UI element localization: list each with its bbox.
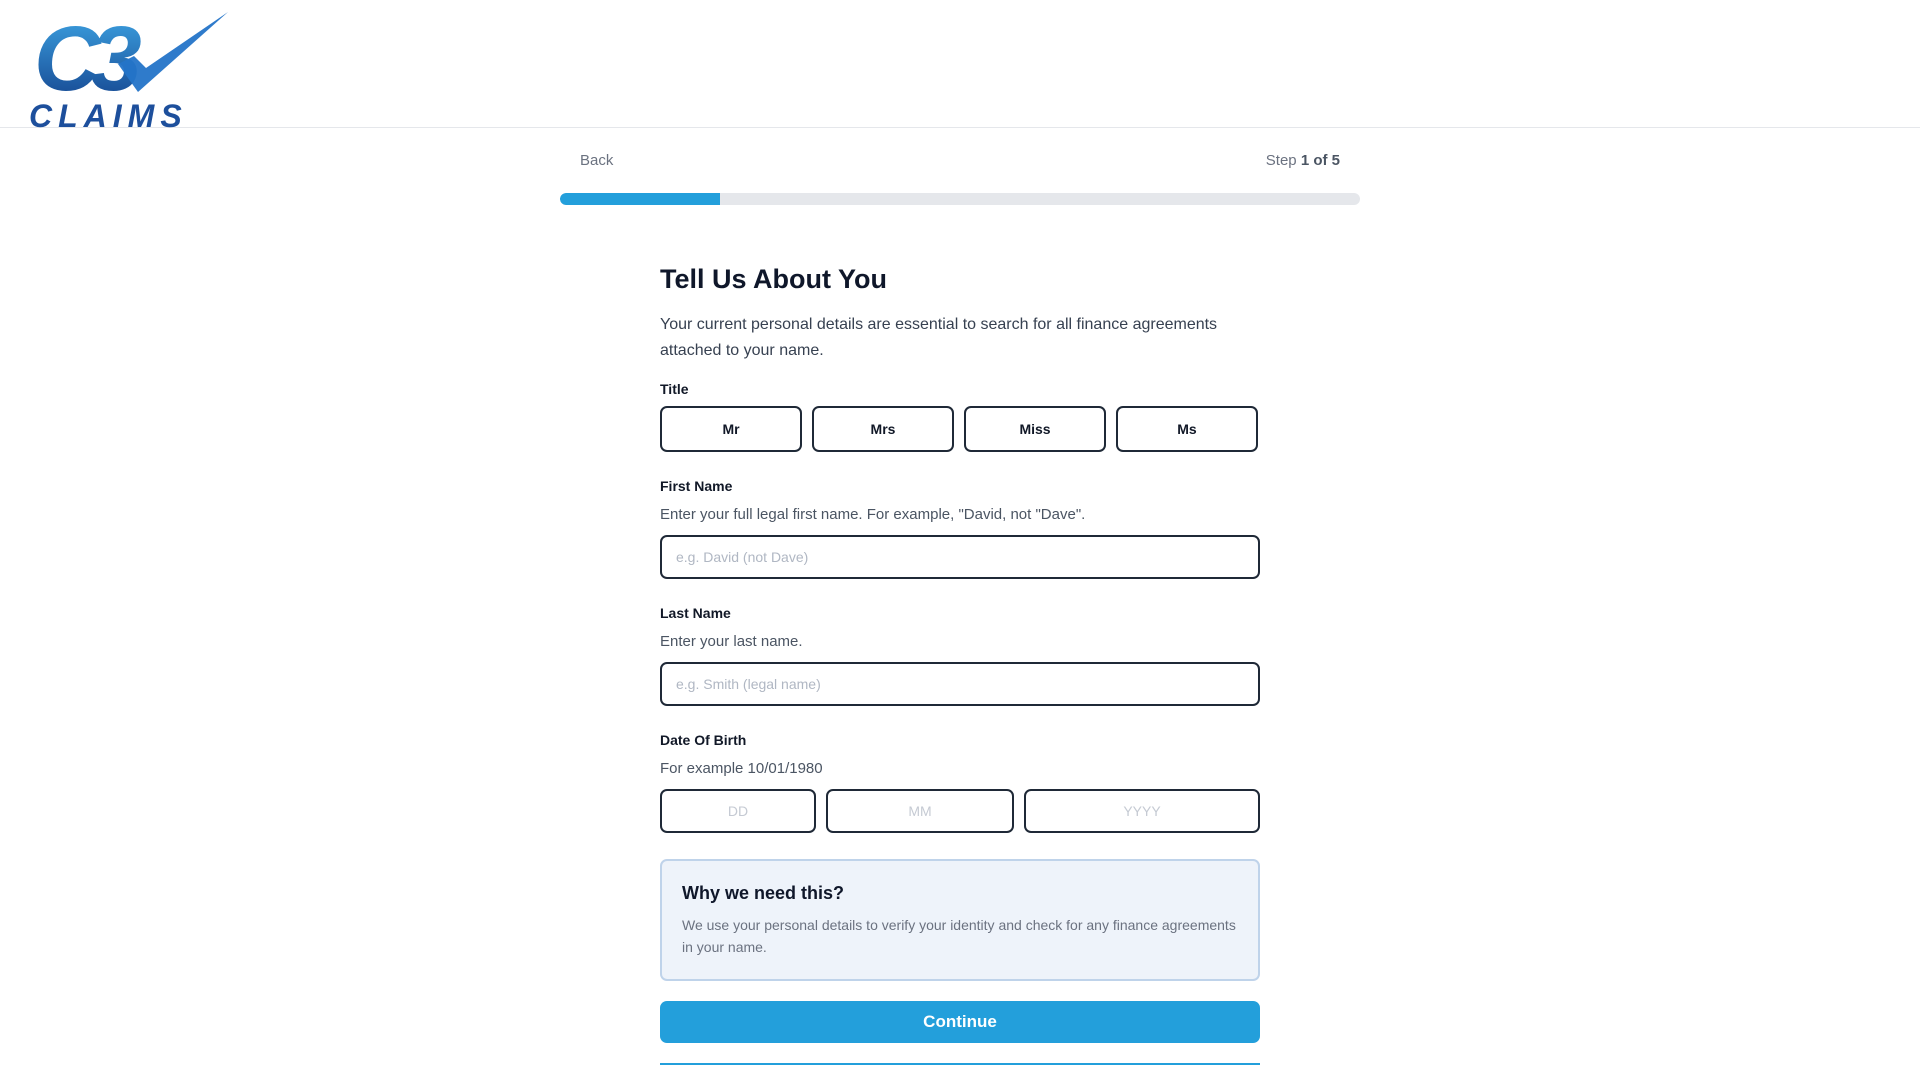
dob-month-input[interactable] (826, 789, 1014, 833)
step-indicator (1266, 152, 1340, 169)
logo-mark-text: C3 (34, 8, 132, 102)
first-name-label: First Name (660, 478, 733, 494)
step-navigation (560, 148, 1360, 178)
dob-fields (660, 789, 1260, 833)
personal-details-form (660, 264, 1260, 1065)
c3-claims-logo[interactable] (26, 8, 242, 134)
info-text: We use your personal details to verify your identity and check for any finance agreements in your name. (682, 917, 1236, 955)
title-option-miss[interactable]: Miss (964, 406, 1106, 452)
last-name-input[interactable] (660, 662, 1260, 706)
logo-wordmark: CLAIMS (29, 98, 188, 134)
logo-mark (26, 8, 242, 102)
first-name-block (660, 478, 1260, 579)
dob-block (660, 732, 1260, 833)
last-name-label: Last Name (660, 605, 731, 621)
dob-help: For example 10/01/1980 (660, 760, 823, 777)
intro-text: Your current personal details are essential to search for all finance agreements attached to your name. (660, 316, 1218, 359)
why-we-need-this-panel (660, 859, 1260, 981)
first-name-input[interactable] (660, 535, 1260, 579)
step-prefix: Step (1265, 152, 1297, 169)
continue-button[interactable]: Continue (660, 1001, 1260, 1043)
title-option-ms[interactable]: Ms (1116, 406, 1258, 452)
site-header (0, 0, 1920, 134)
dob-day-input[interactable] (660, 789, 816, 833)
dob-label: Date Of Birth (660, 732, 747, 748)
title-label: Title (660, 381, 689, 397)
progress-bar (560, 193, 1360, 205)
back-link[interactable]: Back (580, 152, 614, 169)
page-title: Tell Us About You (660, 264, 887, 294)
first-name-help: Enter your full legal first name. For example, "David, not "Dave". (660, 506, 1086, 523)
info-title: Why we need this? (682, 883, 845, 903)
step-count: 1 of 5 (1300, 152, 1340, 169)
title-option-mrs[interactable]: Mrs (812, 406, 954, 452)
title-options (660, 406, 1260, 452)
progress-fill (560, 193, 720, 205)
title-option-mr[interactable]: Mr (660, 406, 802, 452)
last-name-block (660, 605, 1260, 706)
last-name-help: Enter your last name. (660, 633, 803, 650)
bottom-divider (660, 1063, 1260, 1065)
dob-year-input[interactable] (1024, 789, 1260, 833)
